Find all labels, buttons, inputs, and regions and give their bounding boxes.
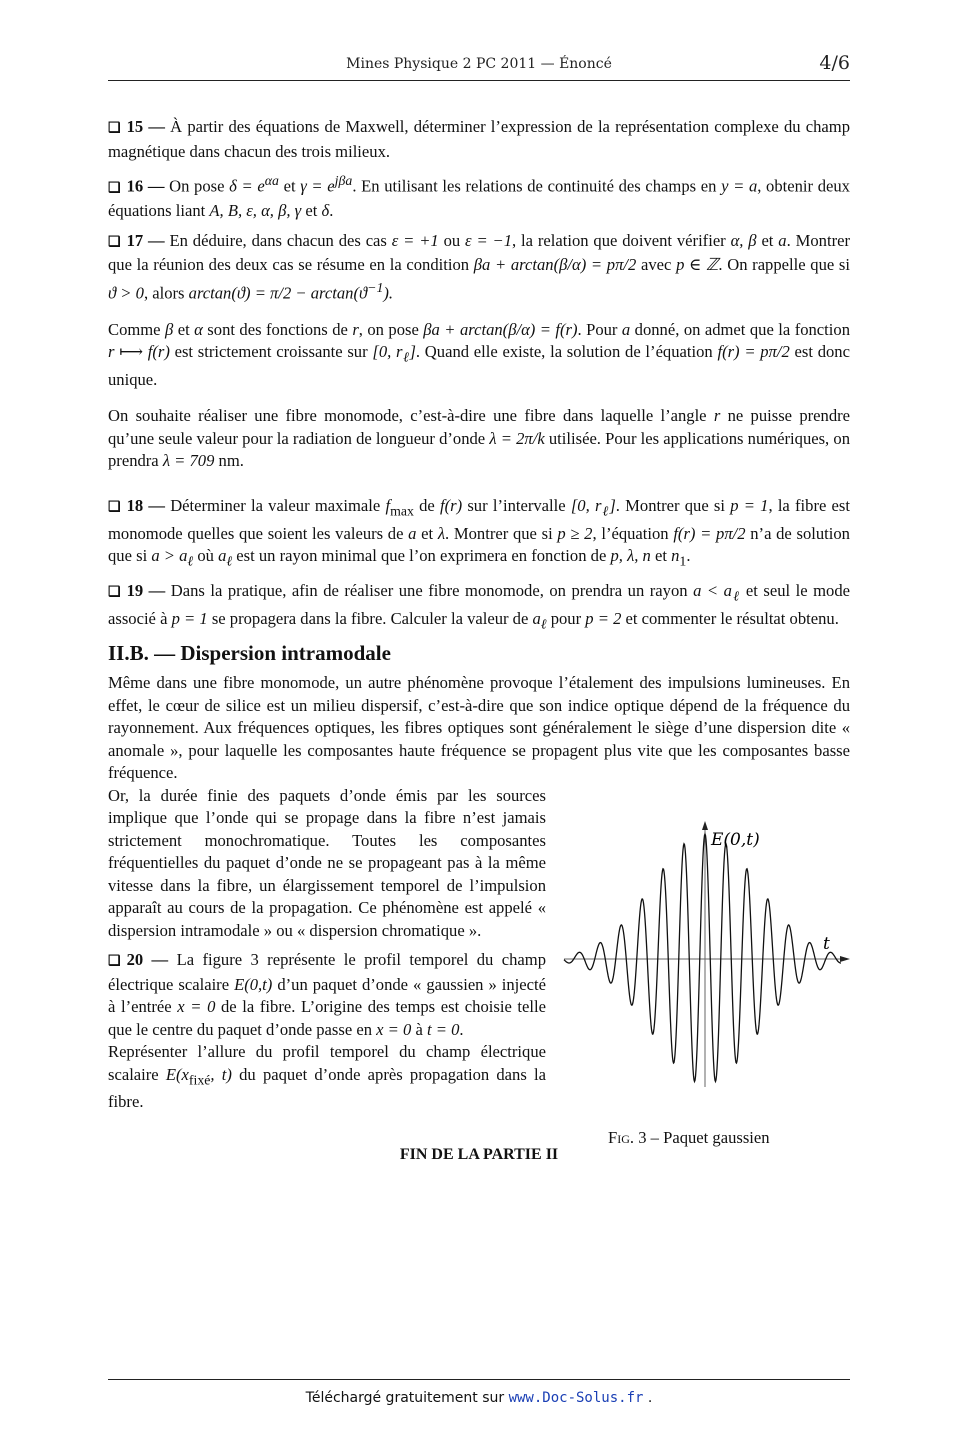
text: pour [546, 608, 586, 628]
header-page-number: 4/6 [819, 52, 850, 74]
math: λ = 709 [162, 451, 215, 471]
text: La figure 3 représente le profil temporel du champ électrique scalaire [108, 950, 546, 994]
math-sub: max [390, 503, 414, 519]
text: est un rayon minimal que l’on exprimera en fonction de [232, 546, 611, 566]
gaussian-packet-figure [556, 799, 856, 1099]
checkbox-icon: ❏ [108, 585, 121, 600]
math-sup: −1 [367, 279, 384, 295]
checkbox-icon: ❏ [108, 954, 121, 970]
text: , on pose [358, 319, 424, 339]
checkbox-icon: ❏ [108, 234, 121, 250]
text: ou [438, 230, 466, 250]
math: , t) [210, 1064, 232, 1084]
document-page [108, 0, 850, 1441]
math: a [408, 523, 417, 543]
math: y = a [721, 176, 758, 196]
math: x = 0 [177, 997, 216, 1017]
math: f(r) = pπ/2 [673, 523, 746, 543]
page-header [108, 54, 850, 81]
math: λ = 2π/k [489, 428, 545, 448]
text: . Montrer que si [615, 495, 731, 515]
text: sur l’intervalle [462, 495, 571, 515]
section-heading: II.B. — Dispersion intramodale [108, 640, 391, 665]
question-number: 16 — [126, 176, 165, 196]
text: , obtenir deux équations liant [108, 176, 850, 221]
paragraph-f-of-r [108, 319, 850, 392]
header-title: Mines Physique 2 PC 2011 — Énoncé [346, 56, 612, 72]
footer-label: Téléchargé gratuitement sur [305, 1390, 509, 1406]
footer-link[interactable]: www.Doc-Solus.fr [508, 1390, 644, 1406]
math: ε = −1 [465, 230, 513, 250]
text: et [650, 546, 672, 566]
text: . [686, 546, 691, 566]
math-sub: ℓ [402, 349, 410, 365]
text: . On rappelle que si [718, 255, 850, 275]
math: β [165, 319, 174, 339]
text: où [193, 546, 219, 566]
text: est donc unique. [108, 342, 850, 389]
math-sub: ℓ [187, 553, 194, 569]
math: r ⟼ f(r) [108, 342, 170, 362]
text: n’a de solution que si [108, 523, 850, 566]
math: f(r) [440, 495, 463, 515]
caption-prefix: Fig [608, 1127, 630, 1147]
text: On pose [169, 176, 230, 196]
question-number: 17 — [126, 230, 165, 250]
text: Dans la pratique, afin de réaliser une fibre monomode, on prendra un rayon [170, 581, 694, 600]
math: arctan(ϑ) = π/2 − arctan(ϑ [188, 283, 368, 303]
math: δ [321, 201, 330, 221]
text: et [278, 176, 301, 196]
math: βa + arctan(β/α) = f(r) [423, 319, 578, 339]
x-axis-label: t [823, 933, 830, 954]
caption-text: . 3 – Paquet gaussien [629, 1127, 770, 1147]
math: [0, r [570, 495, 602, 515]
math: λ [437, 523, 446, 543]
text: Comme [108, 319, 165, 339]
question-18 [108, 495, 850, 573]
text: et [173, 319, 195, 339]
text: et [756, 230, 779, 250]
math: a [218, 546, 227, 566]
math: a [778, 230, 787, 250]
math: p = 1 [171, 608, 208, 628]
paragraph-dispersion: Même dans une fibre monomode, un autre phénomène provoque l’étalement des impulsions lumineuses. En effet, le cœur de silice est un milieu dispersif, c’est-à-dire que son indice optique dépend de la fréquence du rayonnement. Aux fréquences optiques, les fibres optiques sont généralement le siège d’une dispersion dite « anomale », pour laquelle les composantes haute fréquence se propagent plus vite que les composantes basse fréquence. [108, 673, 850, 783]
text: sont des fonctions de [202, 319, 353, 339]
footer-end: . [643, 1390, 653, 1406]
question-16 [108, 170, 850, 223]
text: On souhaite réaliser une fibre monomode, c’est-à-dire une fibre dans laquelle l’angle [108, 406, 714, 426]
math: E(x [165, 1064, 189, 1084]
question-text: À partir des équations de Maxwell, déterminer l’expression de la représentation complexe du champ magnétique dans chacun des trois milieux. [108, 117, 850, 161]
math-sup: jβa [334, 173, 353, 188]
text: ne puisse prendre qu’une seule valeur pour la radiation de longueur d’onde [108, 406, 851, 448]
math: βa + arctan(β/α) = pπ/2 [473, 255, 637, 275]
text: . Quand elle existe, la solution de l’équation [415, 342, 718, 362]
text: , la fibre est monomode quelles que soient les valeurs de [108, 495, 850, 543]
checkbox-icon: ❏ [108, 499, 121, 515]
math: p ∈ ℤ [676, 255, 719, 275]
figure-caption [608, 1127, 848, 1150]
math: a < a [693, 581, 732, 600]
part-end: FIN DE LA PARTIE II [399, 1145, 559, 1163]
math: f [385, 495, 391, 515]
math-sub: fixé [188, 1071, 211, 1087]
question-19 [108, 580, 850, 636]
text: et seul le mode associé à [108, 581, 851, 628]
question-20 [108, 949, 546, 1041]
checkbox-icon: ❏ [108, 180, 121, 196]
y-axis-label: E(0,t) [711, 829, 760, 850]
math: p, λ, n [610, 546, 651, 566]
text: , l’équation [592, 523, 674, 543]
text: . En utilisant les relations de continuité des champs en [352, 176, 722, 196]
math: δ = e [229, 176, 265, 196]
text: . Pour [577, 319, 622, 339]
text: est strictement croissante sur [169, 342, 373, 362]
math: r [352, 319, 359, 339]
figure-section [108, 785, 850, 1147]
text: à [411, 1019, 428, 1039]
text: avec [636, 255, 677, 275]
math-sub: ℓ [731, 588, 741, 604]
math: ] [609, 495, 616, 515]
text: . Montrer que la réunion des deux cas se résume en la condition [108, 230, 850, 275]
math: [0, r [372, 342, 403, 362]
text: et commenter le résultat obtenu. [621, 608, 839, 628]
math: ε = +1 [391, 230, 439, 250]
math: a > a [151, 546, 188, 566]
math: a [532, 608, 541, 628]
math: r [713, 406, 721, 426]
question-number: 18 — [126, 495, 165, 515]
math: α [194, 319, 203, 339]
math: A, B, ε, α, β, γ [209, 201, 302, 221]
question-number: 19 — [126, 581, 166, 600]
text: et [301, 201, 322, 221]
text: Représenter l’allure du profil temporel du champ électrique scalaire [108, 1042, 546, 1084]
math: E(0,t) [234, 974, 273, 994]
math: ). [383, 283, 394, 303]
text: , alors [143, 283, 189, 303]
text: et [416, 523, 438, 543]
math: p = 1 [730, 495, 769, 515]
page-footer [108, 1379, 850, 1406]
text: . Montrer que si [445, 523, 558, 543]
math: n [671, 546, 680, 566]
left-column [108, 785, 546, 1114]
y-axis-arrow-icon [702, 821, 708, 830]
math: α, β [730, 230, 757, 250]
math: a [621, 319, 631, 339]
wave-curve [564, 834, 841, 1082]
text: nm. [214, 451, 244, 471]
math-sub: ℓ [601, 503, 610, 519]
text: En déduire, dans chacun des cas [169, 230, 392, 250]
math: γ = e [300, 176, 335, 196]
paragraph-monomode [108, 405, 850, 473]
math: t = 0 [427, 1019, 460, 1039]
text: se propagera dans la fibre. Calculer la valeur de [207, 608, 533, 628]
math-sup: αa [264, 173, 279, 188]
question-20-instruction [108, 1041, 546, 1114]
question-15 [108, 116, 850, 163]
text: du paquet d’onde après propagation dans la fibre. [108, 1064, 546, 1112]
text: d’un paquet d’onde « gaussien » injecté à l’entrée [108, 974, 546, 1017]
question-number: 15 — [126, 117, 165, 136]
text: donné, on admet que la fonction [630, 319, 850, 339]
text: . [459, 1019, 464, 1039]
footer-text [108, 1390, 850, 1406]
paragraph-paquets: Or, la durée finie des paquets d’onde émis par les sources implique que l’onde qui se propage dans la fibre n’est jamais strictement monochromatique. Toutes les composantes fréquentielles du paquet d’onde ne se propageant pas à la même vitesse dans la fibre, un élargissement temporel de l’impulsion apparaît au cours de la propagation. Ce phénomène est appelé « dispersion intramodale » ou « dispersion chromatique ». [108, 785, 546, 940]
math: p ≥ 2 [557, 523, 593, 543]
text: utilisée. Pour les applications numériques, on prendra [108, 428, 850, 471]
text: , la relation que doivent vérifier [512, 230, 731, 250]
text: de [413, 495, 440, 515]
document-body [108, 116, 850, 1166]
math: ] [409, 342, 416, 362]
question-number: 20 — [126, 950, 169, 970]
x-axis-arrow-icon [840, 956, 850, 962]
question-17 [108, 230, 850, 305]
text: de la fibre. L’origine des temps est choisie telle que le centre du paquet d’onde passe en [108, 997, 546, 1039]
checkbox-icon: ❏ [108, 121, 121, 136]
math: ϑ > 0 [108, 283, 144, 303]
math-sub: 1 [679, 553, 687, 569]
text: . [329, 201, 334, 221]
math-sub: ℓ [540, 616, 547, 632]
math: x = 0 [376, 1019, 412, 1039]
math-sub: ℓ [226, 553, 233, 569]
text: Déterminer la valeur maximale [170, 495, 386, 515]
math: p = 2 [585, 608, 622, 628]
math: f(r) = pπ/2 [717, 342, 790, 362]
